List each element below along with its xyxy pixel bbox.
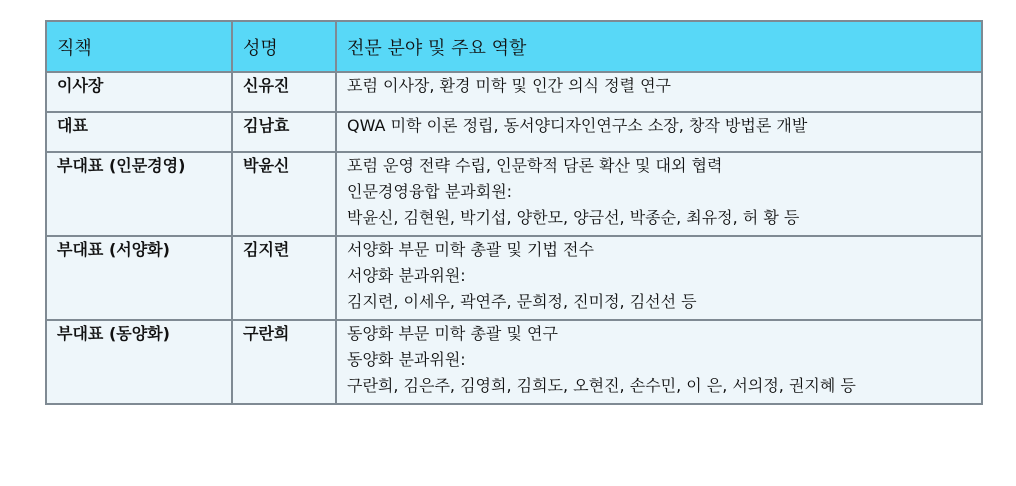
- role-cell: [336, 236, 982, 320]
- table-row: [46, 72, 982, 112]
- position-cell: 부대표 (동양화): [46, 320, 232, 404]
- role-line: 서양화 부문 미학 총괄 및 기법 전수: [347, 240, 594, 259]
- role-line: 포럼 이사장, 환경 미학 및 인간 의식 정렬 연구: [347, 76, 671, 95]
- role-cell: [336, 320, 982, 404]
- role-cell: [336, 72, 982, 112]
- name-cell: 구란희: [232, 320, 336, 404]
- role-cell: [336, 112, 982, 152]
- role-line: 서양화 분과위원:: [347, 266, 466, 285]
- header-name-column: 성명: [232, 21, 336, 72]
- table-header-row: [46, 21, 982, 72]
- header-title-column: 직책: [46, 21, 232, 72]
- position-cell: 부대표 (인문경영): [46, 152, 232, 236]
- table-row: [46, 320, 982, 404]
- table-row: [46, 236, 982, 320]
- role-line: 포럼 운영 전략 수립, 인문학적 담론 확산 및 대외 협력: [347, 156, 723, 175]
- name-cell: 박윤신: [232, 152, 336, 236]
- role-line: 동양화 분과위원:: [347, 350, 466, 369]
- name-cell: 김지련: [232, 236, 336, 320]
- role-cell: [336, 152, 982, 236]
- header-role-column: 전문 분야 및 주요 역할: [336, 21, 982, 72]
- role-line: 인문경영융합 분과회원:: [347, 182, 513, 201]
- role-line: 김지련, 이세우, 곽연주, 문희정, 진미정, 김선선 등: [347, 292, 697, 311]
- role-line: 동양화 부문 미학 총괄 및 연구: [347, 324, 558, 343]
- position-cell: 이사장: [46, 72, 232, 112]
- role-line: 구란희, 김은주, 김영희, 김희도, 오현진, 손수민, 이 은, 서의정, 권지혜 등: [347, 376, 856, 395]
- name-cell: 김남효: [232, 112, 336, 152]
- role-line: QWA 미학 이론 정립, 동서양디자인연구소 소장, 창작 방법론 개발: [347, 116, 808, 135]
- position-cell: 부대표 (서양화): [46, 236, 232, 320]
- role-line: 박윤신, 김현원, 박기섭, 양한모, 양금선, 박종순, 최유정, 허 황 등: [347, 208, 800, 227]
- roles-table: [45, 20, 983, 405]
- table-row: [46, 112, 982, 152]
- name-cell: 신유진: [232, 72, 336, 112]
- position-cell: 대표: [46, 112, 232, 152]
- table-row: [46, 152, 982, 236]
